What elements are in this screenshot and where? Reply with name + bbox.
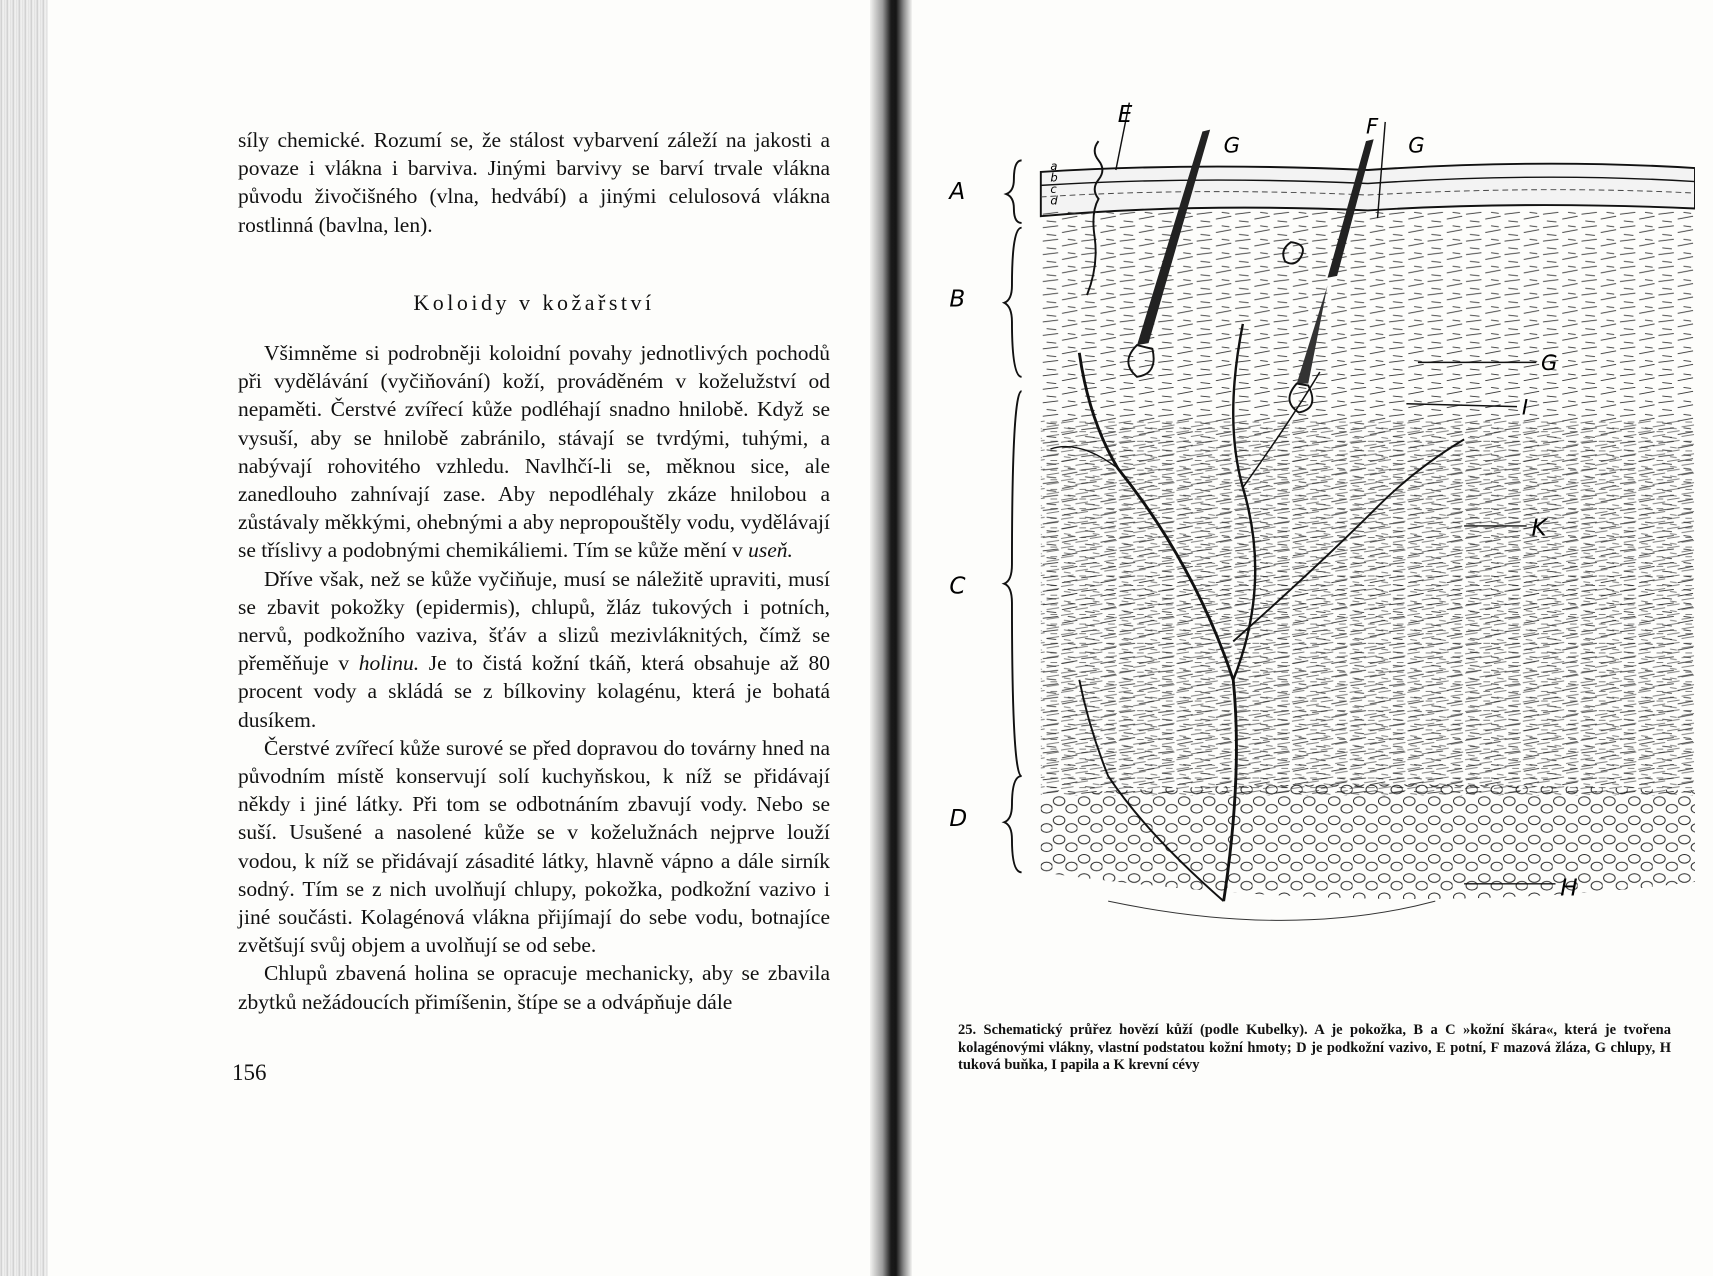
paragraph-1-emphasis: useň. xyxy=(748,538,793,563)
subcutaneous-layer xyxy=(1041,784,1695,902)
label-b: b xyxy=(1050,170,1058,185)
label-a: a xyxy=(1050,159,1058,173)
paragraph-2-text-end: Je to čistá kožní tkáň, která obsahuje až 80 procent vody a skládá se z bílkoviny kolagénu, která je bohatá dusíkem. xyxy=(238,651,830,732)
page-number: 156 xyxy=(232,1060,267,1085)
intro-paragraph: síly chemické. Rozumí se, že stálost vybarvení záleží na jakosti a povaze i vlákna i barviva. Jinými barvivy se barví trvale vlákna původu živočišného (vlna, hedvábí) a jinými celulosová vlákna rostlinná (bavlna, len). xyxy=(238,128,830,237)
label-G-top-1: G xyxy=(1223,132,1241,158)
skin-cross-section-figure xyxy=(935,80,1695,1020)
epidermis-layer xyxy=(1041,164,1695,216)
label-G-right: G xyxy=(1541,350,1558,376)
paragraph-2-text: Dříve však, než se kůže vyčiňuje, musí se náležitě upraviti, musí se zbavit pokožky (epidermis), chlupů, žláz tukových i potních, nervů, podkožního vaziva, šťáv a slizů mezivláknitých, čímž se přeměňuje v xyxy=(238,566,830,676)
label-d: d xyxy=(1050,193,1058,208)
label-C: C xyxy=(949,573,966,600)
label-A: A xyxy=(949,178,966,205)
label-I: I xyxy=(1521,394,1529,420)
paragraph-3: Čerstvé zvířecí kůže surové se před dopravou do továrny hned na původním místě konservují solí kuchyňskou, k níž se přidávají někdy i jiné látky. Při tom se odbotnáním zbavují vody. Nebo se suší. Usušené a nasolené kůže se v koželužnách nejprve louží vodou, k níž se přidávají zásadité látky, hlavně vápno a dále sirník sodný. Tím se z nich uvolňují chlupy, pokožka, podkožní vazivo i jiné součásti. Kolagénová vlákna přijímají do sebe vodu, botnajíce zvětšují svůj objem a uvolňují se od sebe. xyxy=(238,735,830,958)
intro-text-block xyxy=(238,126,830,239)
label-K: K xyxy=(1531,515,1547,542)
label-H: H xyxy=(1560,875,1578,902)
section-heading: Koloidy v kožařství xyxy=(413,290,655,315)
paragraph-1-text: Všimněme si podrobněji koloidní povahy jednotlivých pochodů při vydělávání (vyčiňování) koží, prováděném v koželužství od nepaměti. Čerstvé zvířecí kůže podléhají snadno hnilobě. Když se vysuší, aby se hnilobě zabránilo, stávají se tvrdými, tuhými, a nabývají rohovitého vzhledu. Navlhčí-li se, měknou sice, ale zanedlouho zahnívají zase. Aby nepodléhaly zkáze hnilobou a zůstávaly měkkými, ohebnými a aby nepropouštěly vodu, vydělávají se tříslivy a podobnými chemikáliemi. Tím se kůže mění v xyxy=(238,341,830,563)
paragraph-1 xyxy=(238,339,830,565)
figure-caption: 25. Schematický průřez hovězí kůží (podle Kubelky). A je pokožka, B a C »kožní škára«, která je tvořena kolagénovými vlákny, vlastní podstatou kožní hmoty; D je podkožní vazivo, E potní, F mazová žláza, G chlupy, H tuková buňka, I papila a K krevní cévy xyxy=(958,1022,1671,1073)
page-edges xyxy=(0,0,48,1276)
label-D: D xyxy=(949,806,968,833)
label-c: c xyxy=(1050,182,1057,197)
label-E: E xyxy=(1117,101,1133,128)
paragraph-2-emphasis: holinu. xyxy=(358,651,420,676)
paragraph-2 xyxy=(238,565,830,734)
label-B: B xyxy=(949,286,966,313)
paragraph-4: Chlupů zbavená holina se opracuje mechanicky, aby se zbavila zbytků nežádoucích přimíšenin, štípe se a odvápňuje dále xyxy=(238,961,830,1014)
section-text-block xyxy=(238,339,830,1016)
book-gutter xyxy=(870,0,912,1276)
label-F: F xyxy=(1365,113,1379,139)
label-G-top-2: G xyxy=(1408,132,1425,158)
